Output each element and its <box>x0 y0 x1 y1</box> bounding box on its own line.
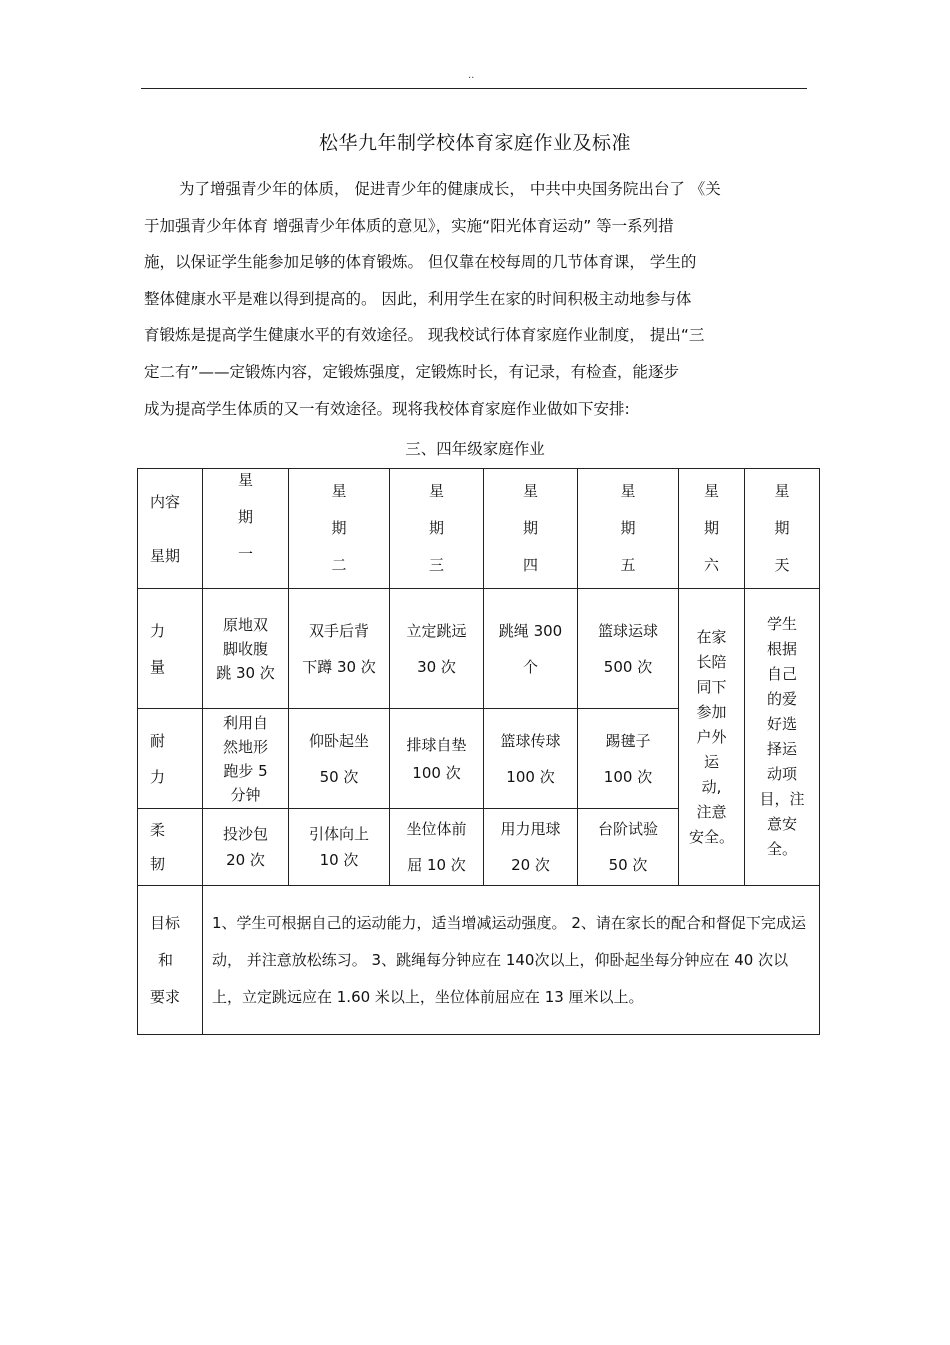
homework-table <box>137 468 820 1035</box>
row-label-strength: 力 量 <box>138 589 203 709</box>
corner-weekday-label: 星期 <box>150 546 181 565</box>
day-header-monday: 星 期 一 <box>203 469 289 589</box>
corner-content-label: 内容 <box>150 492 181 511</box>
table-cell: 引体向上 10 次 <box>289 809 390 886</box>
row-label-goals: 目标 和 要求 <box>138 886 203 1035</box>
day-header-tuesday: 星 期 二 <box>289 469 390 589</box>
table-cell: 利用自 然地形 跑步 5 分钟 <box>203 709 289 809</box>
table-cell: 篮球运球 500 次 <box>578 589 679 709</box>
day-header-saturday: 星 期 六 <box>679 469 745 589</box>
table-row-goals <box>138 886 820 1035</box>
header-mark: .. <box>468 70 475 81</box>
table-subtitle: 三、四年级家庭作业 <box>405 440 545 458</box>
intro-line: 成为提高学生体质的又一有效途径。现将我校体育家庭作业做如下安排: <box>144 399 630 418</box>
table-row-strength <box>138 589 820 709</box>
table-cell: 投沙包 20 次 <box>203 809 289 886</box>
header-rule <box>141 88 807 89</box>
table-cell: 双手后背 下蹲 30 次 <box>289 589 390 709</box>
table-header-row <box>138 469 820 589</box>
table-cell: 篮球传球 100 次 <box>484 709 578 809</box>
intro-line: 为了增强青少年的体质， 促进青少年的健康成长， 中共中央国务院出台了 《关 <box>179 180 721 198</box>
row-label-endurance: 耐 力 <box>138 709 203 809</box>
intro-line: 定二有”——定锻炼内容，定锻炼强度，定锻炼时长，有记录，有检查，能逐步 <box>144 362 680 381</box>
saturday-activity-cell: 在家 长陪 同下 参加 户外 运 动, 注意 安全。 <box>679 589 745 886</box>
day-header-wednesday: 星 期 三 <box>390 469 484 589</box>
table-cell: 立定跳远 30 次 <box>390 589 484 709</box>
table-cell: 用力甩球 20 次 <box>484 809 578 886</box>
intro-paragraph <box>144 171 810 427</box>
day-header-thursday: 星 期 四 <box>484 469 578 589</box>
table-cell: 坐位体前 屈 10 次 <box>390 809 484 886</box>
table-cell: 台阶试验 50 次 <box>578 809 679 886</box>
day-header-sunday: 星 期 天 <box>745 469 820 589</box>
document-title: 松华九年制学校体育家庭作业及标准 <box>318 132 631 154</box>
intro-line: 整体健康水平是难以得到提高的。 因此，利用学生在家的时间积极主动地参与体 <box>144 289 692 308</box>
table-cell: 仰卧起坐 50 次 <box>289 709 390 809</box>
table-cell: 踢毽子 100 次 <box>578 709 679 809</box>
corner-cell <box>138 469 203 589</box>
intro-line: 育锻炼是提高学生健康水平的有效途径。 现我校试行体育家庭作业制度， 提出“三 <box>144 326 705 345</box>
table-cell: 跳绳 300 个 <box>484 589 578 709</box>
day-header-friday: 星 期 五 <box>578 469 679 589</box>
goals-text: 1、学生可根据自己的运动能力，适当增减运动强度。 2、请在家长的配合和督促下完成运动， 并注意放松练习。 3、跳绳每分钟应在 140次以上，仰卧起坐每分钟应在 40 次以上，立定跳远应在 1.60 米以上，坐位体前屈应在 13 厘米以上。 <box>203 886 820 1035</box>
intro-line: 施，以保证学生能参加足够的体育锻炼。 但仅靠在校每周的几节体育课， 学生的 <box>144 253 697 272</box>
table-cell: 原地双 脚收腹 跳 30 次 <box>203 589 289 709</box>
table-cell: 排球自垫 100 次 <box>390 709 484 809</box>
intro-line: 于加强青少年体育 增强青少年体质的意见》，实施“阳光体育运动” 等一系列措 <box>144 216 674 235</box>
sunday-activity-cell: 学生 根据 自己 的爱 好选 择运 动项 目，注 意安 全。 <box>745 589 820 886</box>
row-label-flexibility: 柔 韧 <box>138 809 203 886</box>
